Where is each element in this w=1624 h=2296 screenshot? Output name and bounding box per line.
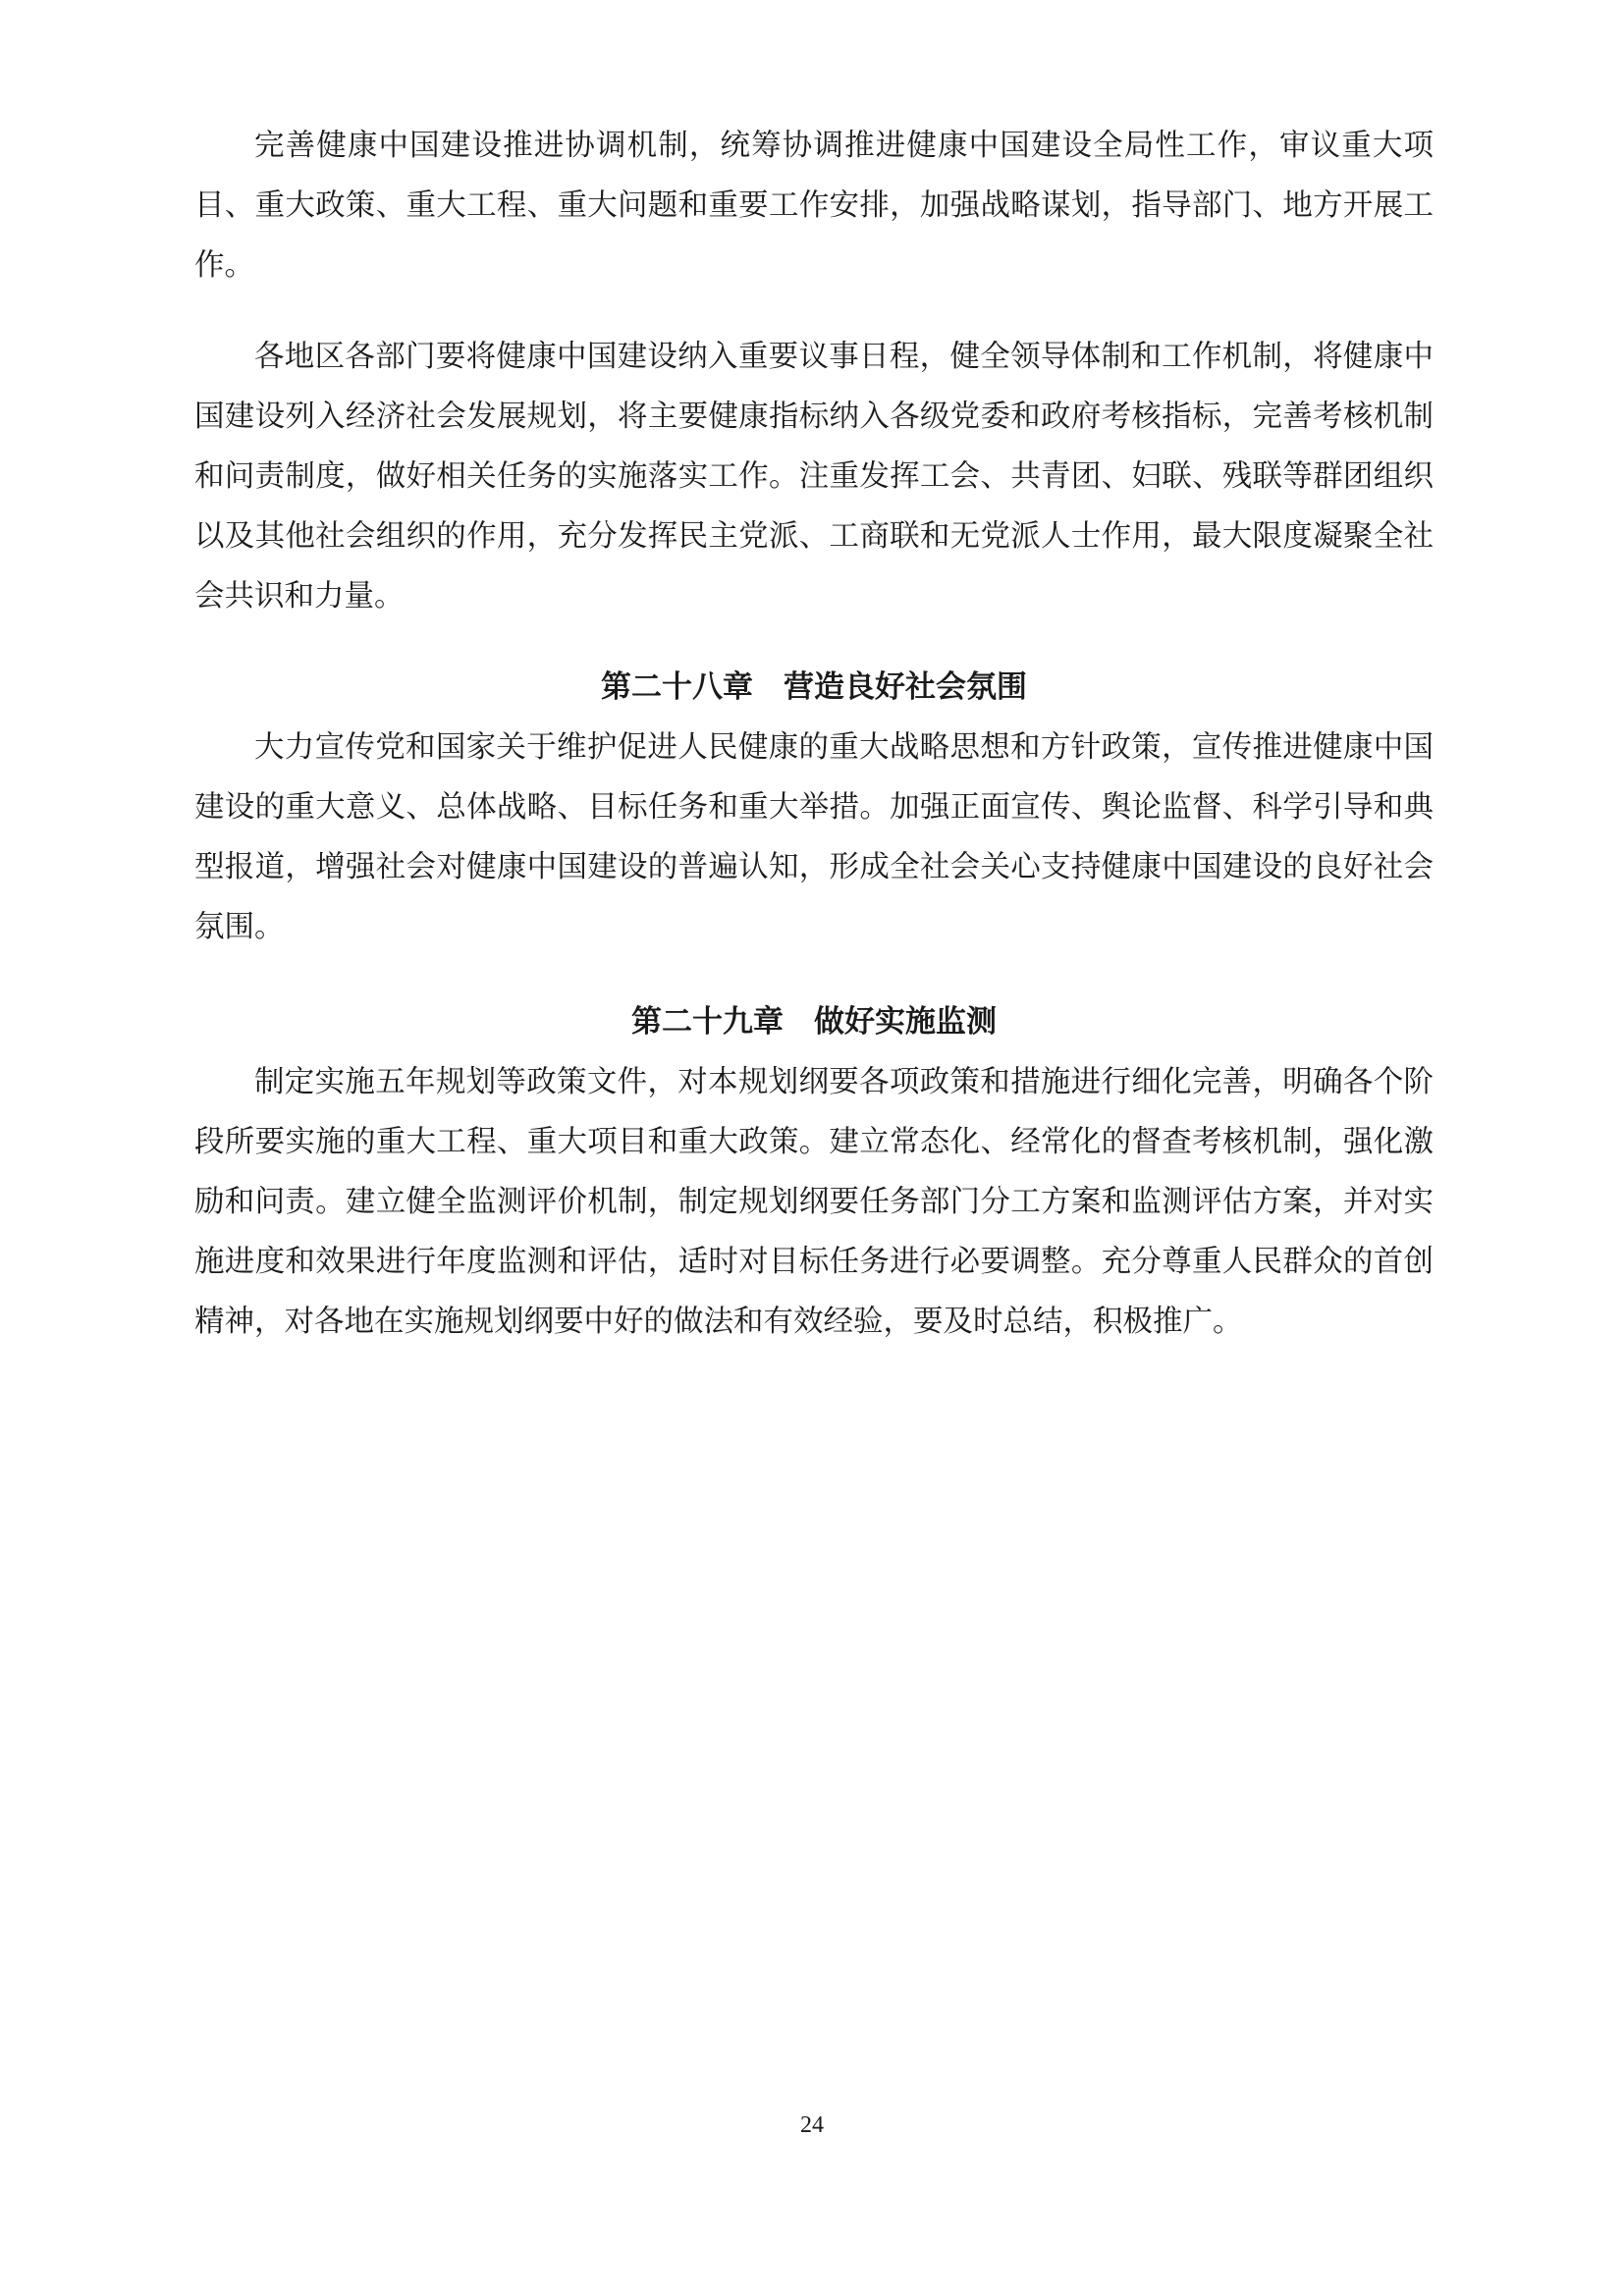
paragraph-coordination-mechanism: 完善健康中国建设推进协调机制，统筹协调推进健康中国建设全局性工作，审议重大项目、重大政策、重大工程、重大问题和重要工作安排，加强战略谋划，指导部门、地方开展工作。 (194, 129, 1434, 283)
chapter-29-paragraph: 制定实施五年规划等政策文件，对本规划纲要各项政策和措施进行细化完善，明确各个阶段所要实施的重大工程、重大项目和重大政策。建立常态化、经常化的督查考核机制，强化激励和问责。建立健全监测评价机制，制定规划纲要任务部门分工方案和监测评估方案，并对实施进度和效果进行年度监测和评估，适时对目标任务进行必要调整。充分尊重人民群众的首创精神，对各地在实施规划纲要中好的做法和有效经验，要及时总结，积极推广。 (194, 1065, 1434, 1339)
paragraph-spacer (194, 295, 1434, 327)
chapter-28-paragraph: 大力宣传党和国家关于维护促进人民健康的重大战略思想和方针政策，宣传推进健康中国建设的重大意义、总体战略、目标任务和重大举措。加强正面宣传、舆论监督、科学引导和典型报道，增强社会对健康中国建设的普遍认知，形成全社会关心支持健康中国建设的良好社会氛围。 (194, 730, 1434, 944)
document-body (194, 116, 1434, 1352)
chapter-29-heading: 第二十九章 做好实施监测 (631, 1004, 997, 1040)
page-number: 24 (800, 2112, 824, 2138)
chapter-28-heading: 第二十八章 营造良好社会氛围 (601, 669, 1027, 705)
section-spacer (194, 957, 1434, 992)
section-spacer (194, 626, 1434, 658)
paragraph-regional-responsibility: 各地区各部门要将健康中国建设纳入重要议事日程，健全领导体制和工作机制，将健康中国建设列入经济社会发展规划，将主要健康指标纳入各级党委和政府考核指标，完善考核机制和问责制度，做好相关任务的实施落实工作。注重发挥工会、共青团、妇联、残联等群团组织以及其他社会组织的作用，充分发挥民主党派、工商联和无党派人士作用，最大限度凝聚全社会共识和力量。 (194, 340, 1434, 614)
